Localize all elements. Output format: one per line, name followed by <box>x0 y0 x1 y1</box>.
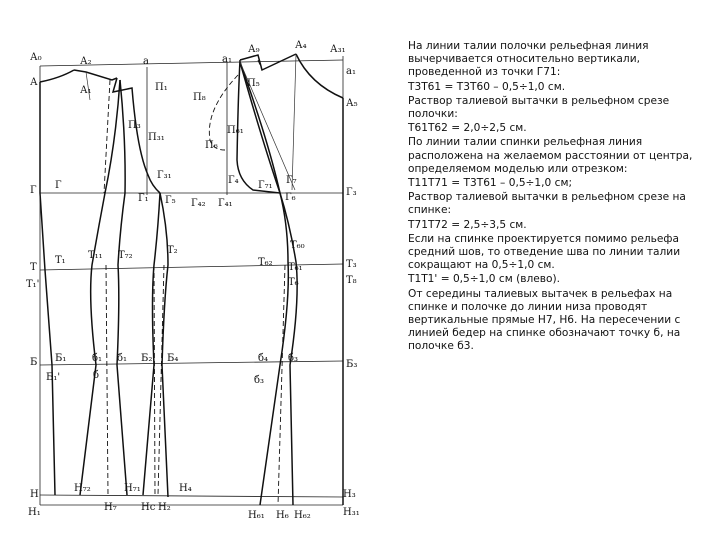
label-h71: Н₇₁ <box>124 483 141 494</box>
note-line: По линии талии спинки рельефная линия расположена на желаемом расстоянии от центра, определяемом моделью или отрезком: <box>408 136 693 175</box>
label-a: а <box>143 56 149 67</box>
label-t3: Т₃ <box>346 259 357 270</box>
label-b1prime: Б₁' <box>46 372 61 383</box>
label-b1-small: б₁ <box>92 353 103 364</box>
label-h2: Н₂ <box>158 502 171 513</box>
label-p61: П₆₁ <box>227 125 244 136</box>
label-g4: Г₄ <box>228 175 239 186</box>
label-a: А <box>30 77 38 88</box>
label-p5: П₅ <box>247 78 260 89</box>
label-p31: П₃₁ <box>148 132 165 143</box>
label-g42: Г₄₂ <box>191 198 206 209</box>
label-p6: П₆ <box>205 140 218 151</box>
label-t1prime: Т₁' <box>26 279 40 290</box>
note-line: Раствор талиевой вытачки в рельефном срезе на спинке: <box>408 191 686 217</box>
label-g5: Г₅ <box>165 195 176 206</box>
label-h72: Н₇₂ <box>74 483 91 494</box>
label-t8: Т₈ <box>346 275 357 286</box>
back-neckline <box>40 70 74 82</box>
back-relief-right <box>117 80 127 495</box>
label-g1: Г₁ <box>138 193 149 204</box>
label-a9: А₉ <box>248 44 260 55</box>
label-h4: Н₄ <box>179 483 192 494</box>
hem-line <box>40 495 343 497</box>
label-p1: П₁ <box>155 82 168 93</box>
note-line: От середины талиевых вытачек в рельефах на спинке и полочке до линии низа проводят вертикальные прямые Н7, Н6. На пересечении с линией бедер на спинке обозначают точку б, на полочке б3. <box>408 287 681 353</box>
point-labels <box>26 40 360 521</box>
back-side-seam <box>143 193 160 495</box>
note-formula: Т3Т61 = Т3Т60 – 0,5÷1,0 см. <box>408 80 566 93</box>
label-t61: Т₆₁ <box>288 262 303 273</box>
label-a1-top: а₁ <box>222 54 232 65</box>
label-t: Т <box>30 262 37 273</box>
label-t62: Т₆₂ <box>258 257 273 268</box>
label-b3-small-lower: б₃ <box>254 375 265 386</box>
back-piece <box>40 70 160 495</box>
label-a4: А₄ <box>295 40 307 51</box>
label-g3: Г₃ <box>346 187 357 198</box>
note-formula: Т11Т71 = Т3Т61 – 0,5÷1,0 см; <box>408 177 573 190</box>
label-b-small: б <box>93 370 100 381</box>
label-h61: Н₆₁ <box>248 510 265 521</box>
label-h6: Н₆ <box>276 510 289 521</box>
label-a31: А₃₁ <box>330 44 346 55</box>
label-b3-small: б₃ <box>288 353 299 364</box>
label-h62: Н₆₂ <box>294 510 311 521</box>
dart-back-shoulder <box>104 80 110 193</box>
label-b2: Б₂ <box>141 353 153 364</box>
label-t2: Т₂ <box>167 245 178 256</box>
label-h3: Н₃ <box>343 489 356 500</box>
back-shoulder <box>74 70 117 80</box>
note-line: Раствор талиевой вытачки в рельефном срезе полочки: <box>408 94 670 121</box>
front-side-seam <box>160 193 168 497</box>
label-t6: Т₆ <box>288 277 299 288</box>
label-b4-small: б₄ <box>258 353 269 364</box>
label-g41: Г₄₁ <box>218 198 233 209</box>
dart-front-relief <box>278 265 285 505</box>
note-formula: Т61Т62 = 2,0÷2,5 см. <box>408 122 527 135</box>
label-b4: Б₄ <box>167 353 179 364</box>
dart-back-side <box>154 265 155 495</box>
label-g7: Г₇ <box>286 175 297 186</box>
guide-lines <box>86 54 296 190</box>
label-t60: Т₆₀ <box>290 240 305 251</box>
label-b1-small-right: б₁ <box>117 353 128 364</box>
label-b: Б <box>30 357 38 368</box>
guide-front-shoulder <box>292 54 296 190</box>
label-h31: Н₃₁ <box>343 507 360 518</box>
label-h: Н <box>30 489 39 500</box>
note-formula: Т71Т72 = 2,5÷3,5 см. <box>408 218 527 231</box>
back-relief-left <box>80 80 120 495</box>
back-centre-seam <box>40 82 55 495</box>
label-b1: Б₁ <box>55 353 67 364</box>
label-g31: Г₃₁ <box>157 170 172 181</box>
instruction-text <box>408 40 700 355</box>
dart-back-centre <box>106 265 108 495</box>
label-a1: А₁ <box>80 85 92 96</box>
label-b3: Б₃ <box>346 359 358 370</box>
note-line: На линии талии полочки рельефная линия вычерчивается относительно вертикали, проведенной из точки Г71: <box>408 40 649 79</box>
label-t1: Т₁ <box>55 255 66 266</box>
label-a0: А₀ <box>30 52 42 63</box>
label-h1: Н₁ <box>28 507 41 518</box>
label-g6: Г₆ <box>285 192 296 203</box>
label-hc: Нс <box>141 502 156 513</box>
note-line: Если на спинке проектируется помимо рельефа средний шов, то отведение шва по линии талии сокращают на 0,5÷1,0 см. <box>408 232 681 272</box>
note-formula: Т1Т1' = 0,5÷1,0 см (влево). <box>408 273 560 286</box>
label-t11: Т₁₁ <box>88 250 103 261</box>
label-h7: Н₇ <box>104 502 117 513</box>
dart-front-bust <box>209 75 238 150</box>
label-g71: Г₇₁ <box>258 180 273 191</box>
label-a1-right: а₁ <box>346 66 356 77</box>
front-piece <box>160 54 343 505</box>
label-t72: Т₇₂ <box>118 250 133 261</box>
label-g-small: Г <box>55 180 62 191</box>
front-relief <box>240 62 288 505</box>
label-p8: П₈ <box>193 92 206 103</box>
label-p3: П₃ <box>128 120 141 131</box>
label-a5: А₅ <box>346 98 358 109</box>
label-g: Г <box>30 185 37 196</box>
label-a2: А₂ <box>80 56 92 67</box>
